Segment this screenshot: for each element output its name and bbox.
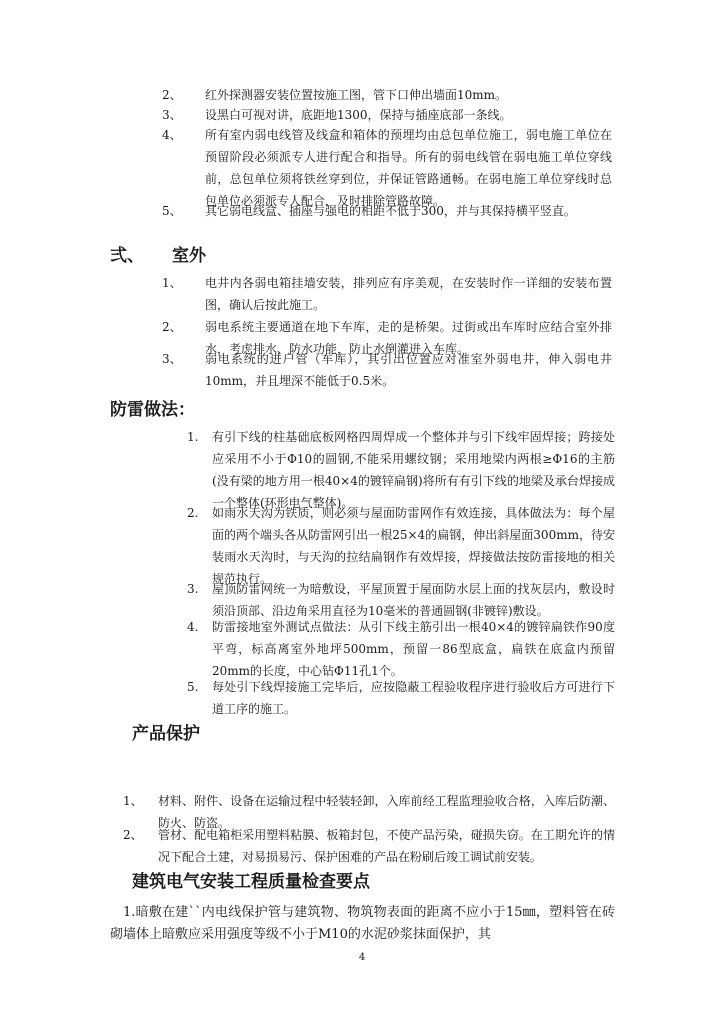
body-paragraph: 1.暗敷在建``内电线保护管与建筑物、物筑物表面的距离不应小于15㎜，塑料管在砖砌墙体上暗敷应采用强度等级不小于M10的水泥砂浆抹面保护，其: [110, 905, 615, 942]
section-title: 室外: [172, 246, 206, 266]
item-text: 所有室内弱电线管及线盒和箱体的预埋均由总包单位施工，弱电施工单位在预留阶段必须派专人进行配合和指导。所有的弱电线管在弱电施工单位穿线前，总包单位须将铁丝穿到位，并保证管路通畅。在弱电施工单位穿线时总包单位必须派专人配合，及时排除管路故障。: [205, 128, 612, 208]
item-text: 弱电系统主要通道在地下车库，走的是桥架。过街或出车库时应结合室外排水，考虑排水、防水功能，防止水倒灌进入车库。: [205, 320, 612, 356]
item-number: 1、: [162, 276, 182, 290]
list-item: [187, 502, 615, 590]
section-heading-lightning: 防雷做法：: [110, 400, 195, 420]
item-text: 有引下线的柱基础底板网格四周焊成一个整体并与引下线牢固焊接；跨接处应采用不小于Φ10的圆钢,不能采用螺纹钢；采用地梁内两根≥Φ16的主筋(没有梁的地方用一根40×4的镀锌扁钢)将所有有引下线的地梁及承台焊接成一个整体(环形电气整体)。: [212, 430, 615, 510]
item-text: 设黑白可视对讲，底距地1300，保持与插座底部一条线。: [205, 108, 512, 122]
item-number: 3.: [187, 582, 199, 596]
item-number: 5.: [187, 680, 199, 694]
item-number: 5、: [162, 204, 182, 218]
item-number: 3、: [162, 108, 182, 122]
list-item: [162, 348, 612, 392]
item-text: 电井内各弱电箱挂墙安装，排列应有序美观，在安装时作一详细的安装布置图，确认后按此施工。: [205, 276, 612, 312]
item-number: 1.: [187, 430, 199, 444]
list-item: [162, 272, 612, 316]
list-item: [162, 124, 612, 212]
item-text: 其它弱电线盒、插座与强电的相距不低于300，并与其保持横平竖直。: [205, 204, 576, 218]
list-item: [162, 104, 612, 126]
page-number: 4: [358, 952, 366, 963]
item-text: 材料、附件、设备在运输过程中轻装轻卸，入库前经工程监理验收合格，入库后防潮、防火、防盗。: [158, 794, 615, 830]
item-number: 2、: [123, 828, 143, 842]
item-number: 1、: [123, 794, 143, 808]
item-text: 红外探测器安装位置按施工图，管下口伸出墙面10mm。: [205, 88, 508, 102]
section-heading-quality: 建筑电气安装工程质量检查要点: [132, 872, 370, 892]
item-number: 2.: [187, 506, 199, 520]
list-item: [187, 676, 615, 720]
item-text: 屋顶防雷网统一为暗敷设，平屋顶置于屋面防水层上面的找灰层内，敷设时须沿顶部、沿边角采用直径为10毫米的普通圆钢(非镀锌)敷设。: [212, 582, 615, 618]
list-item: [187, 426, 615, 514]
item-text: 弱电系统的进户管（车库），其引出位置应对准室外弱电井，伸入弱电井10mm，并且埋深不能低于0.5米。: [205, 352, 612, 388]
list-item: [162, 84, 612, 106]
item-number: 2、: [162, 88, 182, 102]
item-number: 3、: [162, 352, 182, 366]
item-number: 4.: [187, 620, 199, 634]
item-number: 4、: [162, 128, 182, 142]
item-text: 每处引下线焊接施工完毕后，应按隐蔽工程验收程序进行验收后方可进行下道工序的施工。: [212, 680, 615, 716]
item-text: 管材、配电箱柜采用塑料粘膜、板箱封包，不使产品污染，碰损失窃。在工期允许的情况下配合土建，对易损易污、保护困难的产品在粉刷后竣工调试前安装。: [158, 828, 615, 864]
list-item: [187, 616, 615, 682]
item-number: 2、: [162, 320, 182, 334]
section-heading-protection: 产品保护: [132, 724, 200, 744]
list-item: [123, 824, 615, 868]
list-item: [162, 200, 612, 222]
item-text: 防雷接地室外测试点做法：从引下线主筋引出一根40×4的镀锌扁铁作90度平弯，标高离室外地坪500mm，预留一86型底盒，扁铁在底盒内预留20mm的长度，中心钻Φ11孔1个。: [212, 620, 615, 678]
section-number: 弍、: [110, 246, 144, 266]
item-text: 如雨水天沟为铁质，则必须与屋面防雷网作有效连接，具体做法为：每个屋面的两个端头各从防雷网引出一根25×4的扁钢，伸出斜屋面300mm，待安装雨水天沟时，与天沟的拉结扁钢作有效焊接，焊接做法按防雷接地的相关规范执行。: [212, 506, 615, 586]
section-heading-outdoor: [110, 244, 206, 268]
